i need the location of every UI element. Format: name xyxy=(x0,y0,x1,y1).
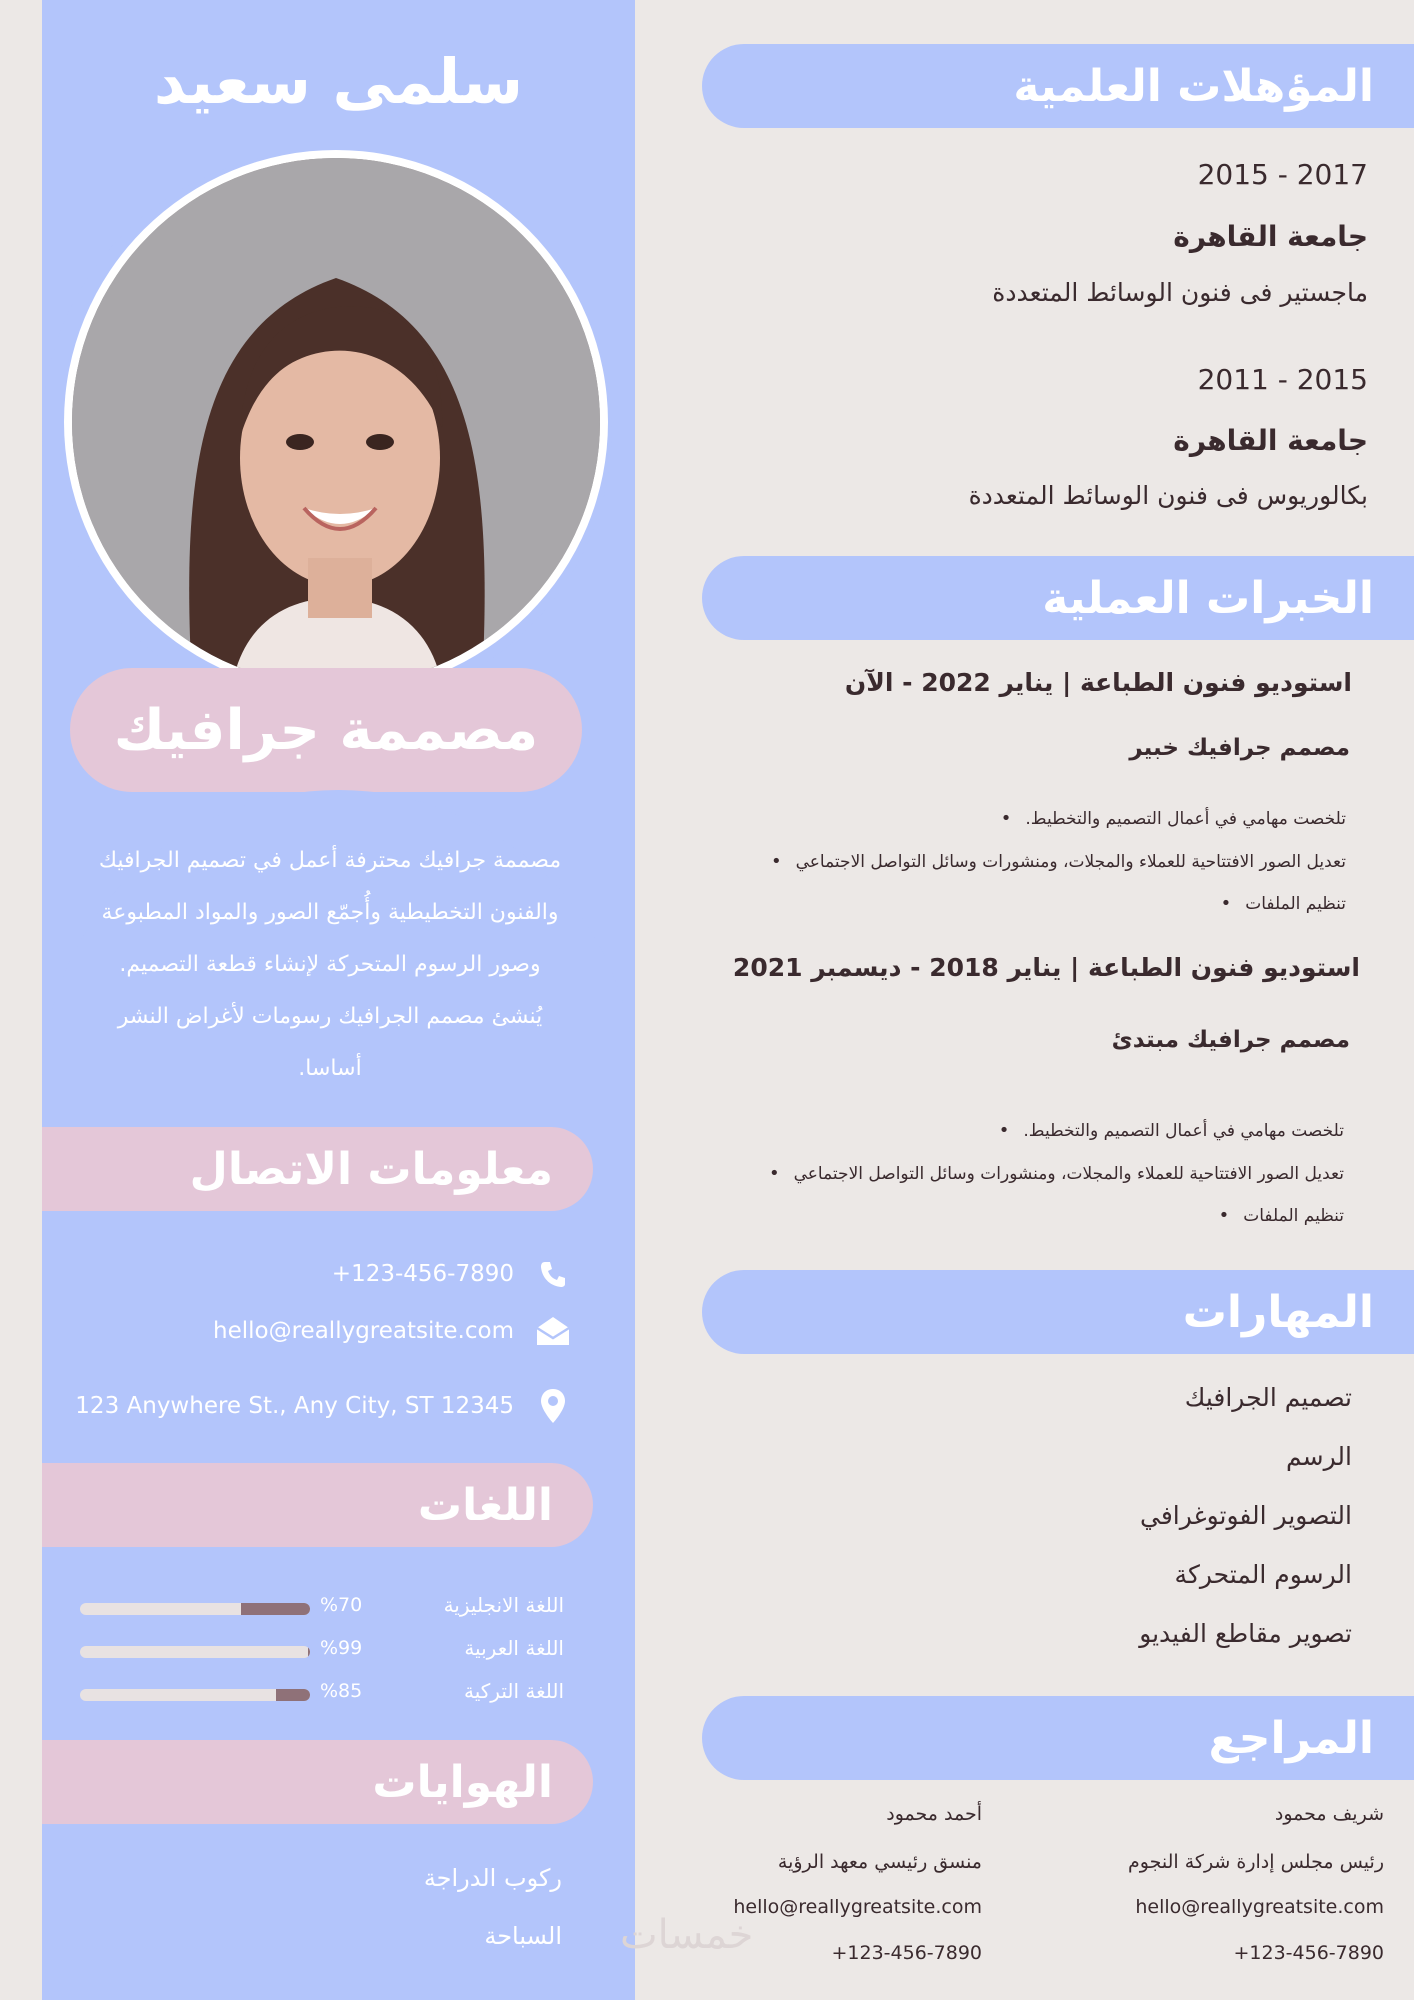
references-heading: المراجع xyxy=(1208,1712,1374,1764)
language-name: اللغة التركية xyxy=(464,1679,564,1703)
experience-role: مصمم جرافيك مبتدئ xyxy=(1111,1027,1350,1053)
envelope-icon xyxy=(536,1314,570,1348)
hobbies-heading: الهوايات xyxy=(372,1756,553,1808)
education-degree: بكالوريوس فى فنون الوسائط المتعددة xyxy=(968,481,1368,510)
experience-bullet: تعديل الصور الافتتاحية للعملاء والمجلات، ومنشورات وسائل التواصل الاجتماعي • xyxy=(771,851,1346,872)
profile-summary: مصممة جرافيك محترفة أعمل في تصميم الجرافيك والفنون التخطيطية وأُجمّع الصور والمواد المطبوعة وصور الرسوم المتحركة لإنشاء قطعة التصميم. يُنشئ مصمم الجرافيك رسومات لأغراض النشر أساسا. xyxy=(98,848,562,1081)
language-bar-fill xyxy=(241,1603,310,1615)
references-heading-banner xyxy=(702,1696,1414,1780)
experience-bullet: تنظيم الملفات • xyxy=(1221,893,1346,914)
job-title-pill xyxy=(70,668,582,792)
hobbies-heading-banner xyxy=(42,1740,593,1824)
contact-address-row xyxy=(70,1384,570,1428)
experience-header: استوديو فنون الطباعة | يناير 2022 - الآن xyxy=(844,668,1352,697)
language-name: اللغة الانجليزية xyxy=(443,1593,564,1617)
reference-phone: +123-456-7890 xyxy=(1233,1942,1384,1964)
watermark: خمسات xyxy=(620,1912,754,1958)
contact-phone-row xyxy=(70,1252,570,1296)
reference-phone: +123-456-7890 xyxy=(831,1942,982,1964)
experience-heading-banner xyxy=(702,556,1414,640)
language-percent: %99 xyxy=(320,1637,363,1659)
experience-bullet: تلخصت مهامي في أعمال التصميم والتخطيط. • xyxy=(999,1120,1344,1141)
skills-heading: المهارات xyxy=(1182,1286,1374,1338)
reference-name: شريف محمود xyxy=(1274,1803,1384,1825)
skill-item: تصميم الجرافيك xyxy=(1184,1383,1352,1412)
education-years: 2015 - 2011 xyxy=(1197,363,1368,396)
language-percent: %70 xyxy=(320,1594,363,1616)
language-row xyxy=(80,1636,564,1666)
reference-email[interactable]: hello@reallygreatsite.com xyxy=(733,1896,982,1918)
languages-heading-banner xyxy=(42,1463,593,1547)
language-bar-fill xyxy=(308,1646,310,1658)
skill-item: التصوير الفوتوغرافي xyxy=(1140,1501,1352,1530)
contact-email-row xyxy=(70,1309,570,1353)
contact-address: 123 Anywhere St., Any City, ST 12345 xyxy=(75,1393,514,1419)
skill-item: الرسم xyxy=(1286,1442,1352,1471)
languages-heading: اللغات xyxy=(417,1479,553,1531)
contact-email[interactable]: hello@reallygreatsite.com xyxy=(213,1318,514,1344)
experience-heading: الخبرات العملية xyxy=(1042,572,1374,624)
language-bar xyxy=(80,1603,310,1615)
language-row xyxy=(80,1679,564,1709)
reference-position: رئيس مجلس إدارة شركة النجوم xyxy=(1128,1851,1384,1873)
job-title: مصممة جرافيك xyxy=(113,697,539,763)
experience-bullet: تنظيم الملفات • xyxy=(1219,1205,1344,1226)
language-bar xyxy=(80,1646,310,1658)
phone-icon xyxy=(536,1257,570,1291)
contact-heading: معلومات الاتصال xyxy=(189,1143,553,1195)
education-school: جامعة القاهرة xyxy=(1173,220,1368,253)
education-years: 2017 - 2015 xyxy=(1197,158,1368,191)
education-school: جامعة القاهرة xyxy=(1173,424,1368,457)
skills-heading-banner xyxy=(702,1270,1414,1354)
experience-header: استوديو فنون الطباعة | يناير 2018 - ديسمبر 2021 xyxy=(732,953,1360,982)
experience-bullet: تعديل الصور الافتتاحية للعملاء والمجلات، ومنشورات وسائل التواصل الاجتماعي • xyxy=(769,1163,1344,1184)
skill-item: الرسوم المتحركة xyxy=(1174,1560,1352,1589)
experience-bullet: تلخصت مهامي في أعمال التصميم والتخطيط. • xyxy=(1001,808,1346,829)
education-heading-banner xyxy=(702,44,1414,128)
reference-email[interactable]: hello@reallygreatsite.com xyxy=(1135,1896,1384,1918)
hobby-item: ركوب الدراجة xyxy=(423,1864,562,1892)
education-heading: المؤهلات العلمية xyxy=(1013,60,1374,112)
language-percent: %85 xyxy=(320,1680,363,1702)
education-degree: ماجستير فى فنون الوسائط المتعددة xyxy=(992,278,1368,307)
skill-item: تصوير مقاطع الفيديو xyxy=(1139,1619,1352,1648)
portrait-illustration xyxy=(72,158,600,686)
reference-position: منسق رئيسي معهد الرؤية xyxy=(777,1851,982,1873)
profile-photo xyxy=(72,158,600,686)
contact-heading-banner xyxy=(42,1127,593,1211)
language-row xyxy=(80,1593,564,1623)
hobby-item: السباحة xyxy=(484,1922,562,1950)
language-name: اللغة العربية xyxy=(464,1636,564,1660)
language-bar xyxy=(80,1689,310,1701)
candidate-name: سلمى سعيد xyxy=(153,45,524,118)
location-pin-icon xyxy=(536,1389,570,1423)
experience-role: مصمم جرافيك خبير xyxy=(1129,735,1350,761)
contact-phone[interactable]: +123-456-7890 xyxy=(331,1261,514,1287)
reference-name: أحمد محمود xyxy=(886,1803,982,1825)
language-bar-fill xyxy=(276,1689,311,1701)
